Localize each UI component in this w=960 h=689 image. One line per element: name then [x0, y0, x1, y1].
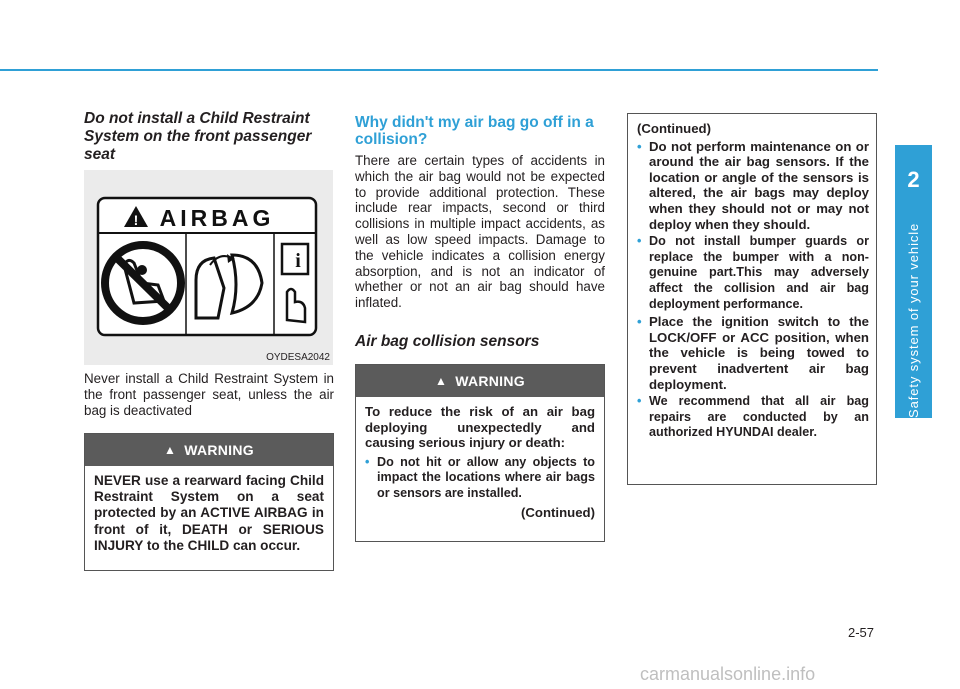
svg-text:i: i: [295, 250, 301, 272]
watermark-text: carmanualsonline.info: [640, 664, 816, 684]
warning-bullet-text: We recommend that all air bag repairs are conducted by an authorized HYUNDAI dealer.: [649, 394, 869, 440]
chapter-title: Safety system of your vehicle: [906, 222, 921, 418]
warning-triangle-icon: ▲: [164, 443, 177, 457]
airbag-label-figure: [84, 170, 333, 365]
warning-bullet: [637, 234, 869, 312]
section-heading-collision-sensors: Air bag collision sensors: [355, 333, 540, 350]
warning-box-collision-sensors: [355, 364, 605, 542]
figure-code: OYDESA2042: [266, 352, 330, 363]
warning-header-label: WARNING: [184, 442, 254, 458]
warning-bullet-text: Place the ignition switch to the LOCK/OFF or ACC position, when the vehicle is being towed to prevent inadvertent air bag deployment.: [649, 314, 869, 392]
warning-triangle-icon: ▲: [435, 374, 448, 388]
no-child-seat-icon: [105, 245, 181, 321]
warning-bullet-text: Do not install bumper guards or replace the bumper with a non-genuine part.This may adversely affect the collision and air bag deployment performance.: [649, 234, 869, 311]
bullet-dot-icon: •: [637, 234, 642, 249]
continued-label: (Continued): [521, 504, 595, 520]
warning-header: [356, 365, 604, 397]
warning-bullet: [365, 455, 595, 502]
warning-header: [85, 434, 333, 466]
child-restraint-body-text: Never install a Child Restraint System in the front passenger seat, unless the air bag is deactivated: [84, 371, 334, 418]
page-number: 2-57: [847, 625, 874, 640]
svg-text:!: !: [133, 212, 139, 228]
warning-bullet-text: Do not hit or allow any objects to impact the locations where air bags or sensors are installed.: [377, 454, 595, 500]
warning-body: [356, 397, 604, 520]
figure-airbag-text: AIRBAG: [159, 205, 275, 231]
continued-label: (Continued): [637, 121, 711, 136]
section-heading-child-restraint: Do not install a Child Restraint System on the front passenger seat: [84, 110, 312, 163]
chapter-number: 2: [907, 167, 920, 192]
warning-box-continued: [627, 113, 877, 485]
warning-bullet: [637, 314, 869, 392]
bullet-dot-icon: •: [365, 454, 370, 469]
section-heading-airbag-not-deployed: Why didn't my air bag go off in a collision?: [355, 114, 594, 148]
warning-bullet-text: Do not perform maintenance on or around the air bag sensors. If the location or angle of the sensors is altered, the air bags may deploy when they should not or may not deploy when they should.: [649, 138, 869, 232]
airbag-warning-label-illustration: [84, 170, 333, 365]
warning-bullet: [637, 139, 869, 233]
top-rule: [0, 69, 878, 71]
warning-intro-text: To reduce the risk of an air bag deploying unexpectedly and causing serious injury or death:: [365, 404, 595, 451]
warning-box-rearward-seat: [84, 433, 334, 571]
warning-bullet: [637, 394, 869, 441]
bullet-dot-icon: •: [637, 394, 642, 409]
airbag-not-deployed-body-text: There are certain types of accidents in which the air bag would not be expected to provide additional protection. These include rear impacts, second or third collisions in multiple impact accidents, as well as low speed impacts. Damage to the vehicle indicates a collision energy absorption, and is not an indicator of whether or not an air bag should have inflated.: [355, 153, 605, 311]
bullet-dot-icon: •: [637, 138, 642, 154]
bullet-dot-icon: •: [637, 314, 642, 330]
warning-header-label: WARNING: [455, 373, 525, 389]
warning-text: NEVER use a rearward facing Child Restraint System on a seat protected by an ACTIVE AIRBAG in front of it, DEATH or SERIOUS INJURY to the CHILD can occur.: [94, 473, 324, 553]
